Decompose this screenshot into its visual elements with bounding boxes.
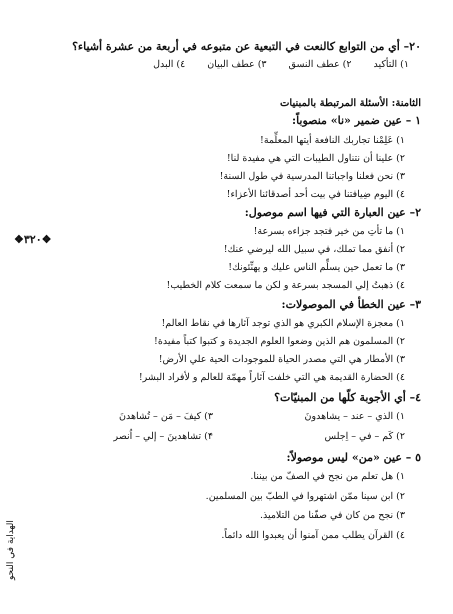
question-2-item: ٣) ما تعمل حين يسلِّم الناس عليك و يهنِّئونك!	[228, 262, 405, 273]
option-1: ١) التأكيد	[373, 59, 409, 70]
question-5-item: ٢) ابن سينا ممّن اشتهروا في الطبّ بين المسلمين.	[205, 491, 405, 502]
question-3-item: ٢) المسلمون هم الذين وضعوا العلوم الجديدة و كتبوا كتباً مفيدة!	[154, 336, 405, 347]
question-3-item: ٣) الأمطار هي التي مصدر الحياة للموجودات الحية علي الأرض!	[158, 354, 405, 365]
question-1-item: ١) عَلِمْنا تجاربك النافعة أيتها المعلِّمة!	[260, 135, 405, 146]
page-number: ❖٣٢٠❖	[14, 233, 52, 246]
question-4-item: ٣) كيفَ – مَن – تُشاهدنَ	[119, 411, 213, 422]
question-20: ٢٠– أي من التوابع كالنعت في التبعية عن متبوعه في أربعة من عشرة أشياء؟	[72, 40, 421, 53]
question-2-item: ١) ما تأتِ من خير فتجد جزاءه بسرعة!	[253, 226, 405, 237]
question-4-item: ٢) كَم – في – اِجلس	[324, 431, 405, 442]
option-2: ٢) عطف النسق	[288, 59, 352, 70]
question-4-item: ۴) تشاهدينَ – إلي – اُنصر	[113, 431, 213, 442]
question-5-head: ٥ – عين «من» ليس موصولاً:	[286, 451, 421, 464]
question-1-head: ١ – عين ضمير «نا» منصوباً:	[292, 114, 421, 127]
option-4: ٤) البدل	[153, 59, 186, 70]
question-2-item: ٢) أنفق مما تملك، في سبيل الله ليرضي عنك!	[223, 244, 405, 255]
question-3-item: ٤) الحضارة القديمة هي التي خلفت آثاراً مهمّة للعالم و لأفراد البشر!	[138, 372, 405, 383]
option-3: ٣) عطف البيان	[207, 59, 267, 70]
question-2-item: ٤) ذهبتُ إلي المسجد بسرعة و لكن ما سمعت كلام الخطيب!	[166, 280, 405, 291]
question-5-item: ١) هل تعلم من نجح في الصفّ من بيننا.	[250, 471, 405, 482]
question-5-item: ٤) القرآن يطلب ممن آمنوا أن يعبدوا الله دائماً.	[221, 530, 405, 541]
question-2-head: ٢– عين العبارة التي فيها اسم موصول:	[244, 206, 421, 219]
question-1-item: ٣) نحن فعلنا واجباتنا المدرسية في طول السنة!	[219, 171, 405, 182]
question-3-head: ٣– عين الخطأ في الموصولات:	[281, 298, 421, 311]
question-1-item: ٢) علينا أن نتناول الطيبات التي هي مفيدة لنا!	[226, 153, 405, 164]
question-4-head: ٤– أي الأجوبة كلّها من المبنيّات؟	[274, 391, 421, 404]
question-3-item: ١) معجزة الإسلام الكبري هو الذي توجد آثارها في نقاط العالم!	[161, 318, 405, 329]
side-running-title: الهداية في النحو	[6, 520, 16, 580]
question-5-item: ٣) نجح من كان في صفّنا من التلاميذ.	[259, 510, 405, 521]
section-title: الثامنة: الأسئلة المرتبطة بالمبنيات	[280, 98, 421, 109]
question-1-item: ٤) اليوم ضِيافتنا في بيت أحد أصدقائنا الأعزاء!	[226, 189, 405, 200]
question-4-item: ١) الذي – عند – يشاهدونَ	[304, 411, 405, 422]
question-20-options	[131, 58, 409, 72]
